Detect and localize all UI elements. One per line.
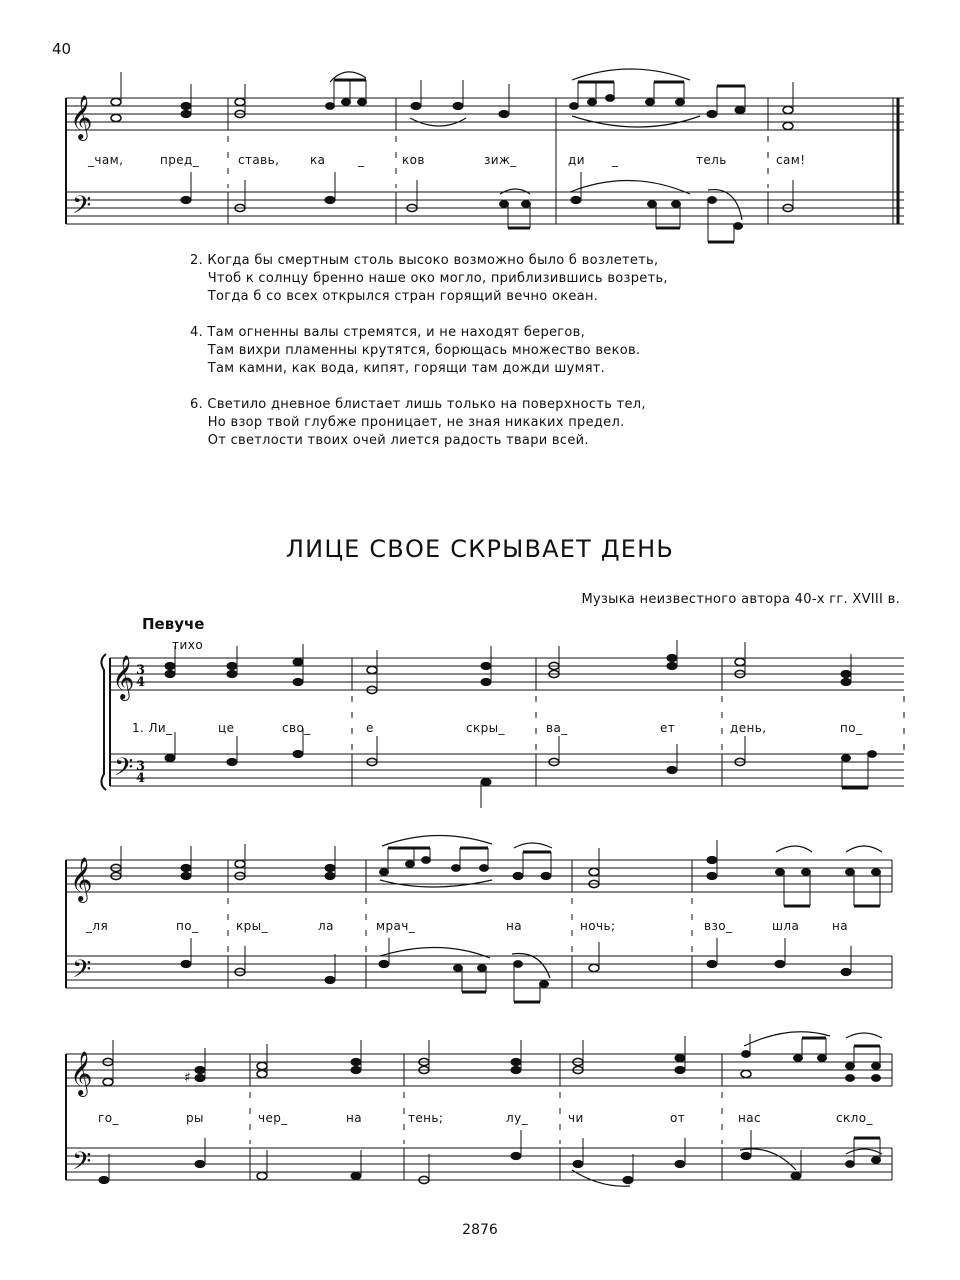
lyric: го_ bbox=[98, 1111, 119, 1125]
lyric: мрач_ bbox=[376, 919, 416, 933]
svg-text:4: 4 bbox=[136, 675, 146, 690]
lyric: _ля bbox=[86, 919, 109, 933]
lyric: ди bbox=[568, 153, 585, 167]
lyric: лу_ bbox=[506, 1111, 528, 1125]
verse-line: Там вихри пламенны крутятся, борющась множество веков. bbox=[190, 343, 641, 358]
dynamic-marking: тихо bbox=[172, 638, 204, 652]
lyric: _ bbox=[358, 153, 365, 167]
lyric: тень; bbox=[408, 1111, 444, 1125]
lyric: це bbox=[218, 721, 235, 735]
verse-line: Но взор твой глубже проницает, не зная никаких предел. bbox=[190, 415, 625, 430]
verse-line: Чтоб к солнцу бренно наше око могло, приблизившись возреть, bbox=[190, 271, 668, 286]
verse-2 bbox=[190, 252, 668, 306]
svg-text:3: 3 bbox=[136, 663, 146, 678]
lyric: скры_ bbox=[466, 721, 505, 735]
lyric: нас bbox=[738, 1111, 761, 1125]
svg-text:𝄢: 𝄢 bbox=[72, 1147, 92, 1182]
lyric: ры bbox=[186, 1111, 204, 1125]
svg-text:3: 3 bbox=[136, 759, 146, 774]
lyric: по_ bbox=[840, 721, 863, 735]
lyric: от bbox=[670, 1111, 686, 1125]
svg-text:♯: ♯ bbox=[184, 1070, 191, 1086]
lyric: на bbox=[506, 919, 522, 933]
lyric: взо_ bbox=[704, 919, 733, 933]
svg-text:𝄞: 𝄞 bbox=[70, 95, 93, 139]
lyric: кры_ bbox=[236, 919, 268, 933]
svg-text:𝄢: 𝄢 bbox=[114, 753, 134, 788]
music-system-2 bbox=[0, 640, 960, 810]
verse-line: Тогда б со всех открылся стран горящий вечно океан. bbox=[190, 289, 599, 304]
composer-credit: Музыка неизвестного автора 40-х гг. XVIII в. bbox=[581, 592, 900, 607]
lyric: на bbox=[832, 919, 848, 933]
lyric: _ bbox=[612, 153, 619, 167]
svg-text:4: 4 bbox=[136, 771, 146, 786]
verses-block bbox=[190, 252, 668, 468]
lyric: ставь, bbox=[238, 153, 280, 167]
svg-text:𝄢: 𝄢 bbox=[72, 191, 92, 226]
song-title: ЛИЦЕ СВОЕ СКРЫВАЕТ ДЕНЬ bbox=[285, 535, 675, 563]
verse-line: 6. Светило дневное блистает лишь только на поверхность тел, bbox=[190, 397, 646, 412]
lyric: е bbox=[366, 721, 374, 735]
verse-line: 2. Когда бы смертным столь высоко возможно было б возлететь, bbox=[190, 253, 659, 268]
lyric: _чам, bbox=[88, 153, 124, 167]
verse-4 bbox=[190, 324, 668, 378]
lyric: чер_ bbox=[258, 1111, 288, 1125]
lyric: по_ bbox=[176, 919, 199, 933]
lyric: ет bbox=[660, 721, 676, 735]
lyric: сво_ bbox=[282, 721, 311, 735]
lyric: ночь; bbox=[580, 919, 616, 933]
lyric: шла bbox=[772, 919, 800, 933]
svg-text:𝄞: 𝄞 bbox=[112, 655, 135, 699]
lyric: пред_ bbox=[160, 153, 200, 167]
lyric: день, bbox=[730, 721, 767, 735]
lyric: на bbox=[346, 1111, 362, 1125]
lyric: ва_ bbox=[546, 721, 568, 735]
lyric: тель bbox=[696, 153, 727, 167]
lyric: чи bbox=[568, 1111, 584, 1125]
tempo-marking: Певуче bbox=[142, 615, 205, 633]
verse-line: От светлости твоих очей лиется радость твари всей. bbox=[190, 433, 589, 448]
footer-number: 2876 bbox=[462, 1222, 498, 1238]
page-number: 40 bbox=[52, 40, 72, 58]
lyric: сам! bbox=[776, 153, 806, 167]
verse-line: Там камни, как вода, кипят, горящи там дожди шумят. bbox=[190, 361, 606, 376]
svg-text:𝄞: 𝄞 bbox=[70, 1051, 93, 1095]
verse-line: 4. Там огненны валы стремятся, и не находят берегов, bbox=[190, 325, 586, 340]
lyric: 1. Ли_ bbox=[132, 721, 173, 735]
lyric: зиж_ bbox=[484, 153, 517, 167]
lyric: ков bbox=[402, 153, 425, 167]
music-system-3 bbox=[0, 830, 960, 1010]
lyric: ла bbox=[318, 919, 334, 933]
svg-text:𝄢: 𝄢 bbox=[72, 955, 92, 990]
lyric: скло_ bbox=[836, 1111, 873, 1125]
music-system-4 bbox=[0, 1020, 960, 1200]
verse-6 bbox=[190, 396, 668, 450]
lyric: ка bbox=[310, 153, 326, 167]
svg-text:𝄞: 𝄞 bbox=[70, 857, 93, 901]
